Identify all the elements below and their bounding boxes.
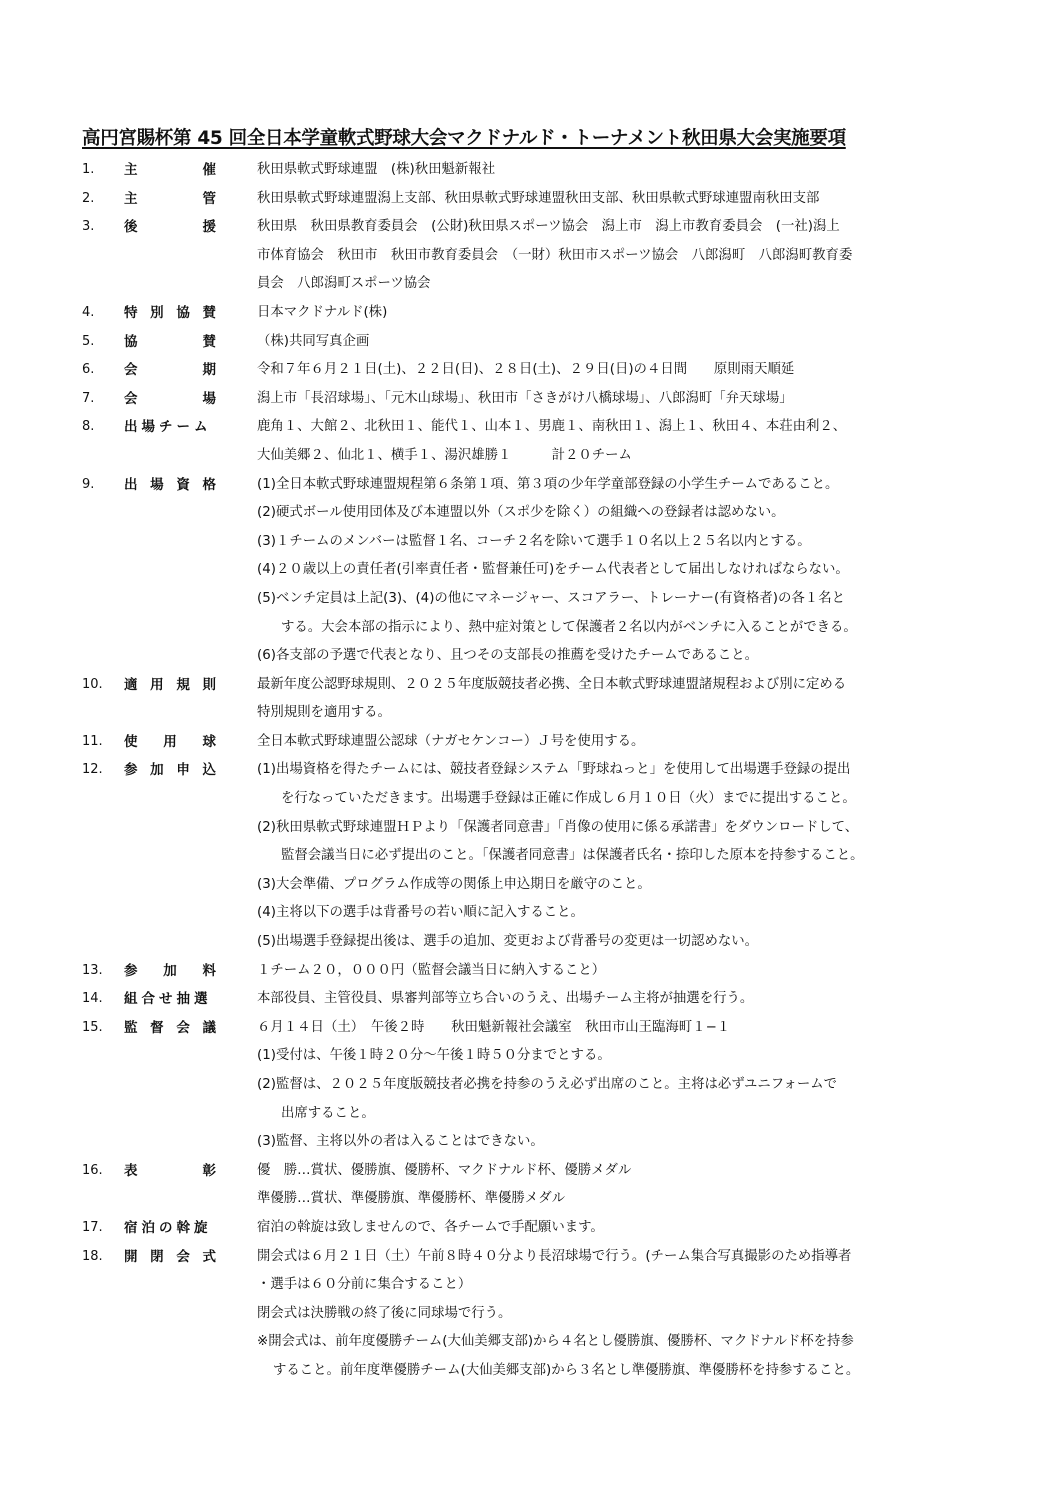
section-number: 9. <box>82 476 95 492</box>
section-label: 特 別 協 賛 <box>124 304 216 321</box>
section-content <box>257 185 979 214</box>
section-16 <box>0 1157 1058 1214</box>
content-line: 鹿角１、大館２、北秋田１、能代１、山本１、男鹿１、南秋田１、潟上１、秋田４、本荘由利２、 <box>257 419 847 435</box>
section-label: 監 督 会 議 <box>124 1019 216 1036</box>
content-line: 優 勝…賞状、優勝旗、優勝杯、マクドナルド杯、優勝メダル <box>257 1162 632 1178</box>
content-line: (6)各支部の予選で代表となり、且つその支部長の推薦を受けたチームであること。 <box>257 648 759 664</box>
section-content <box>257 728 979 757</box>
content-line: (2)秋田県軟式野球連盟ＨＰより「保護者同意書」「肖像の使用に係る承諾書」をダウンロードして、 <box>257 819 859 835</box>
content-line: 令和７年６月２１日(土)、２２日(日)、２８日(土)、２９日(日)の４日間 原則雨天順延 <box>257 362 795 378</box>
section-number: 3. <box>82 219 95 235</box>
content-line: 秋田県 秋田県教育委員会 (公財)秋田県スポーツ協会 潟上市 潟上市教育委員会 (一社)潟上 <box>257 219 840 235</box>
content-line: 大仙美郷２、仙北１、横手１、湯沢雄勝１ 計２０チーム <box>257 447 632 463</box>
content-line: (4)２０歳以上の責任者(引率責任者・監督兼任可)をチーム代表者として届出しなければならない。 <box>257 562 849 578</box>
content-line: (5)ベンチ定員は上記(3)、(4)の他にマネージャー、スコアラー、トレーナー(有資格者)の各１名と <box>257 590 845 606</box>
section-label: 主 管 <box>124 190 216 207</box>
section-content <box>257 671 979 728</box>
sections-list <box>0 156 1058 1386</box>
section-content <box>257 156 979 185</box>
section-17 <box>0 1214 1058 1243</box>
section-label: 宿泊の斡旋 <box>124 1219 212 1236</box>
section-14 <box>0 985 1058 1014</box>
section-8 <box>0 413 1058 470</box>
content-line: 監督会議当日に必ず提出のこと。「保護者同意書」は保護者氏名・捺印した原本を持参すること。 <box>281 848 864 864</box>
section-number: 18. <box>82 1248 103 1264</box>
section-12 <box>0 756 1058 956</box>
content-line: 準優勝…賞状、準優勝旗、準優勝杯、準優勝メダル <box>257 1191 565 1207</box>
section-number: 4. <box>82 304 95 320</box>
content-line: (2)硬式ボール使用団体及び本連盟以外（スポ少を除く）の組織への登録者は認めない。 <box>257 505 785 521</box>
section-content <box>257 299 979 328</box>
section-label: 開 閉 会 式 <box>124 1248 216 1265</box>
section-15 <box>0 1014 1058 1157</box>
content-line: 閉会式は決勝戦の終了後に同球場で行う。 <box>257 1305 512 1321</box>
section-number: 2. <box>82 190 95 206</box>
section-6 <box>0 356 1058 385</box>
section-content <box>257 1014 979 1157</box>
content-line: (4)主将以下の選手は背番号の若い順に記入すること。 <box>257 905 584 921</box>
section-number: 12. <box>82 762 103 778</box>
section-content <box>257 471 979 671</box>
section-4 <box>0 299 1058 328</box>
content-line: (1)全日本軟式野球連盟規程第６条第１項、第３項の少年学童部登録の小学生チームであること。 <box>257 476 839 492</box>
content-line: ※開会式は、前年度優勝チーム(大仙美郷支部)から４名とし優勝旗、優勝杯、マクドナルド杯を持参 <box>257 1334 854 1350</box>
section-content <box>257 385 979 414</box>
section-10 <box>0 671 1058 728</box>
section-label: 協 賛 <box>124 333 216 350</box>
section-content <box>257 957 979 986</box>
section-label: 会 場 <box>124 390 216 407</box>
section-content <box>257 1243 979 1386</box>
section-content <box>257 985 979 1014</box>
section-content <box>257 356 979 385</box>
content-line: (3)１チームのメンバーは監督１名、コーチ２名を除いて選手１０名以上２５名以内とする。 <box>257 533 811 549</box>
section-7 <box>0 385 1058 414</box>
content-line: ・選手は６０分前に集合すること） <box>257 1277 472 1293</box>
content-line: (5)出場選手登録提出後は、選手の追加、変更および背番号の変更は一切認めない。 <box>257 934 759 950</box>
section-content <box>257 328 979 357</box>
section-2 <box>0 185 1058 214</box>
content-line: を行なっていただきます。出場選手登録は正確に作成し６月１０日（火）までに提出すること。 <box>281 791 856 807</box>
content-line: (2)監督は、２０２５年度版競技者必携を持参のうえ必ず出席のこと。主将は必ずユニフォームで <box>257 1077 838 1092</box>
content-line: すること。前年度準優勝チーム(大仙美郷支部)から３名とし準優勝旗、準優勝杯を持参すること。 <box>273 1362 860 1378</box>
section-label: 参 加 料 <box>124 962 216 979</box>
section-number: 17. <box>82 1219 103 1235</box>
content-line: 最新年度公認野球規則、２０２５年度版競技者必携、全日本軟式野球連盟諸規程および別に定める <box>257 676 847 692</box>
section-number: 15. <box>82 1019 103 1035</box>
content-line: 潟上市「長沼球場」、「元木山球場」、秋田市「さきがけ八橋球場」、八郎潟町「弁天球場」 <box>257 390 793 406</box>
section-number: 10. <box>82 676 103 692</box>
content-line: 市体育協会 秋田市 秋田市教育委員会 （一財）秋田市スポーツ協会 八郎潟町 八郎潟町教育委 <box>257 247 853 263</box>
section-content <box>257 213 979 299</box>
section-number: 13. <box>82 962 103 978</box>
section-number: 14. <box>82 991 103 1007</box>
content-line: （株)共同写真企画 <box>257 333 370 349</box>
content-line: 秋田県軟式野球連盟 (株)秋田魁新報社 <box>257 162 496 177</box>
content-line: 特別規則を適用する。 <box>257 705 391 721</box>
section-13 <box>0 957 1058 986</box>
section-number: 5. <box>82 333 95 349</box>
section-9 <box>0 471 1058 671</box>
section-content <box>257 413 979 470</box>
section-label: 適 用 規 則 <box>124 676 216 693</box>
section-number: 16. <box>82 1162 103 1178</box>
section-5 <box>0 328 1058 357</box>
section-label: 会 期 <box>124 362 216 379</box>
section-label: 参 加 申 込 <box>124 762 216 779</box>
section-label: 表 彰 <box>124 1162 216 1179</box>
section-number: 1. <box>82 162 95 177</box>
section-label: 主 催 <box>124 162 216 178</box>
content-line: (1)受付は、午後１時２０分〜午後１時５０分までとする。 <box>257 1048 611 1064</box>
content-line: 全日本軟式野球連盟公認球（ナガセケンコー）Ｊ号を使用する。 <box>257 733 645 749</box>
content-line: (1)出場資格を得たチームには、競技者登録システム「野球ねっと」を使用して出場選手登録の提出 <box>257 762 851 778</box>
content-line: 宿泊の斡旋は致しませんので、各チームで手配願います。 <box>257 1219 604 1235</box>
section-label: 組合せ抽選 <box>124 991 212 1008</box>
content-line: 員会 八郎潟町スポーツ協会 <box>257 276 431 292</box>
content-line: する。大会本部の指示により、熱中症対策として保護者２名以内がベンチに入ることができる。 <box>281 619 857 635</box>
section-number: 6. <box>82 362 95 378</box>
section-label: 使 用 球 <box>124 733 216 750</box>
content-line: (3)大会準備、プログラム作成等の関係上申込期日を厳守のこと。 <box>257 876 651 892</box>
content-line: 日本マクドナルド(株) <box>257 304 388 320</box>
content-line: 秋田県軟式野球連盟潟上支部、秋田県軟式野球連盟秋田支部、秋田県軟式野球連盟南秋田支部 <box>257 190 820 206</box>
section-3 <box>0 213 1058 299</box>
section-label: 出 場 資 格 <box>124 476 216 493</box>
content-line: 開会式は６月２１日（土）午前８時４０分より長沼球場で行う。(チーム集合写真撮影のため指導者 <box>257 1248 852 1264</box>
section-18 <box>0 1243 1058 1386</box>
section-content <box>257 1157 979 1214</box>
section-content <box>257 756 979 956</box>
section-label: 後 援 <box>124 219 216 236</box>
content-line: ６月１４日（土） 午後２時 秋田魁新報社会議室 秋田市山王臨海町１−１ <box>257 1019 731 1035</box>
section-1 <box>0 156 1058 185</box>
section-content <box>257 1214 979 1243</box>
section-number: 8. <box>82 419 95 435</box>
document-title: 高円宮賜杯第 45 回全日本学童軟式野球大会マクドナルド・トーナメント秋田県大会実施要項 <box>82 128 846 149</box>
section-label: 出場チーム <box>124 419 212 436</box>
section-11 <box>0 728 1058 757</box>
content-line: 本部役員、主管役員、県審判部等立ち合いのうえ、出場チーム主将が抽選を行う。 <box>257 991 754 1007</box>
section-number: 11. <box>82 733 103 749</box>
content-line: 出席すること。 <box>281 1105 375 1121</box>
content-line: １チーム２０，０００円（監督会議当日に納入すること） <box>257 962 606 978</box>
content-line: (3)監督、主将以外の者は入ることはできない。 <box>257 1134 544 1150</box>
section-number: 7. <box>82 390 95 406</box>
